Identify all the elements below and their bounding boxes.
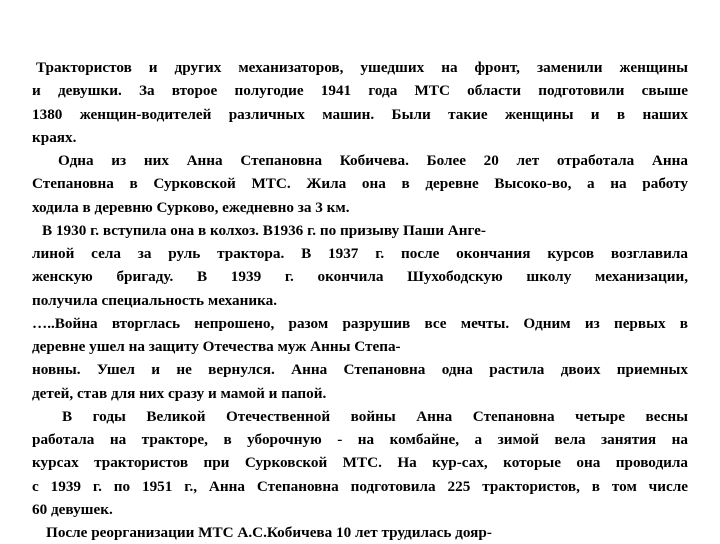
text-line: женскую бригаду. В 1939 г. окончила Шухободскую школу механизации, <box>32 268 688 286</box>
text-line: работала на тракторе, в уборочную - на комбайне, а зимой вела занятия на <box>32 431 688 448</box>
text-line: новны. Ушел и не вернулся. Анна Степановна одна растила двоих приемных <box>32 361 688 379</box>
text-line: После реорганизации МТС А.С.Кобичева 10 лет трудилась дояр- <box>46 524 492 541</box>
text-line: В 1930 г. вступила она в колхоз. В1936 г. по призыву Паши Анге- <box>42 221 486 239</box>
text-line: детей, став для них сразу и мамой и папой. <box>32 384 327 402</box>
text-line: краях. <box>32 128 77 146</box>
text-line: ходила в деревню Сурково, ежедневно за 3 км. <box>32 198 350 216</box>
text-line: с 1939 г. по 1951 г., Анна Степановна подготовила 225 трактористов, в том числе <box>32 477 688 495</box>
text-line: 1380 женщин-водителей различных машин. Были такие женщины и в наших <box>32 105 688 123</box>
document-body <box>32 56 688 544</box>
text-line: деревне ушел на защиту Отечества муж Анны Степа- <box>32 338 401 355</box>
text-line: Одна из них Анна Степановна Кобичева. Более 20 лет отработала Анна <box>58 152 688 169</box>
text-line: Трактористов и других механизаторов, ушедших на фронт, заменили женщины <box>36 59 688 76</box>
text-line: Степановна в Сурковской МТС. Жила она в деревне Высоко-во, а на работу <box>32 175 688 193</box>
text-line: 60 девушек. <box>32 500 113 518</box>
text-line: …..Война вторглась непрошено, разом разрушив все мечты. Одним из первых в <box>32 314 688 332</box>
text-line: и девушки. За второе полугодие 1941 года МТС области подготовили свыше <box>32 82 688 100</box>
text-line: курсах трактористов при Сурковской МТС. На кур-сах, которые она проводила <box>32 454 688 472</box>
text-line: линой села за руль трактора. В 1937 г. после окончания курсов возглавила <box>32 245 688 262</box>
text-line: получила специальность механика. <box>32 291 278 309</box>
text-line: В годы Великой Отечественной войны Анна Степановна четыре весны <box>62 407 688 425</box>
